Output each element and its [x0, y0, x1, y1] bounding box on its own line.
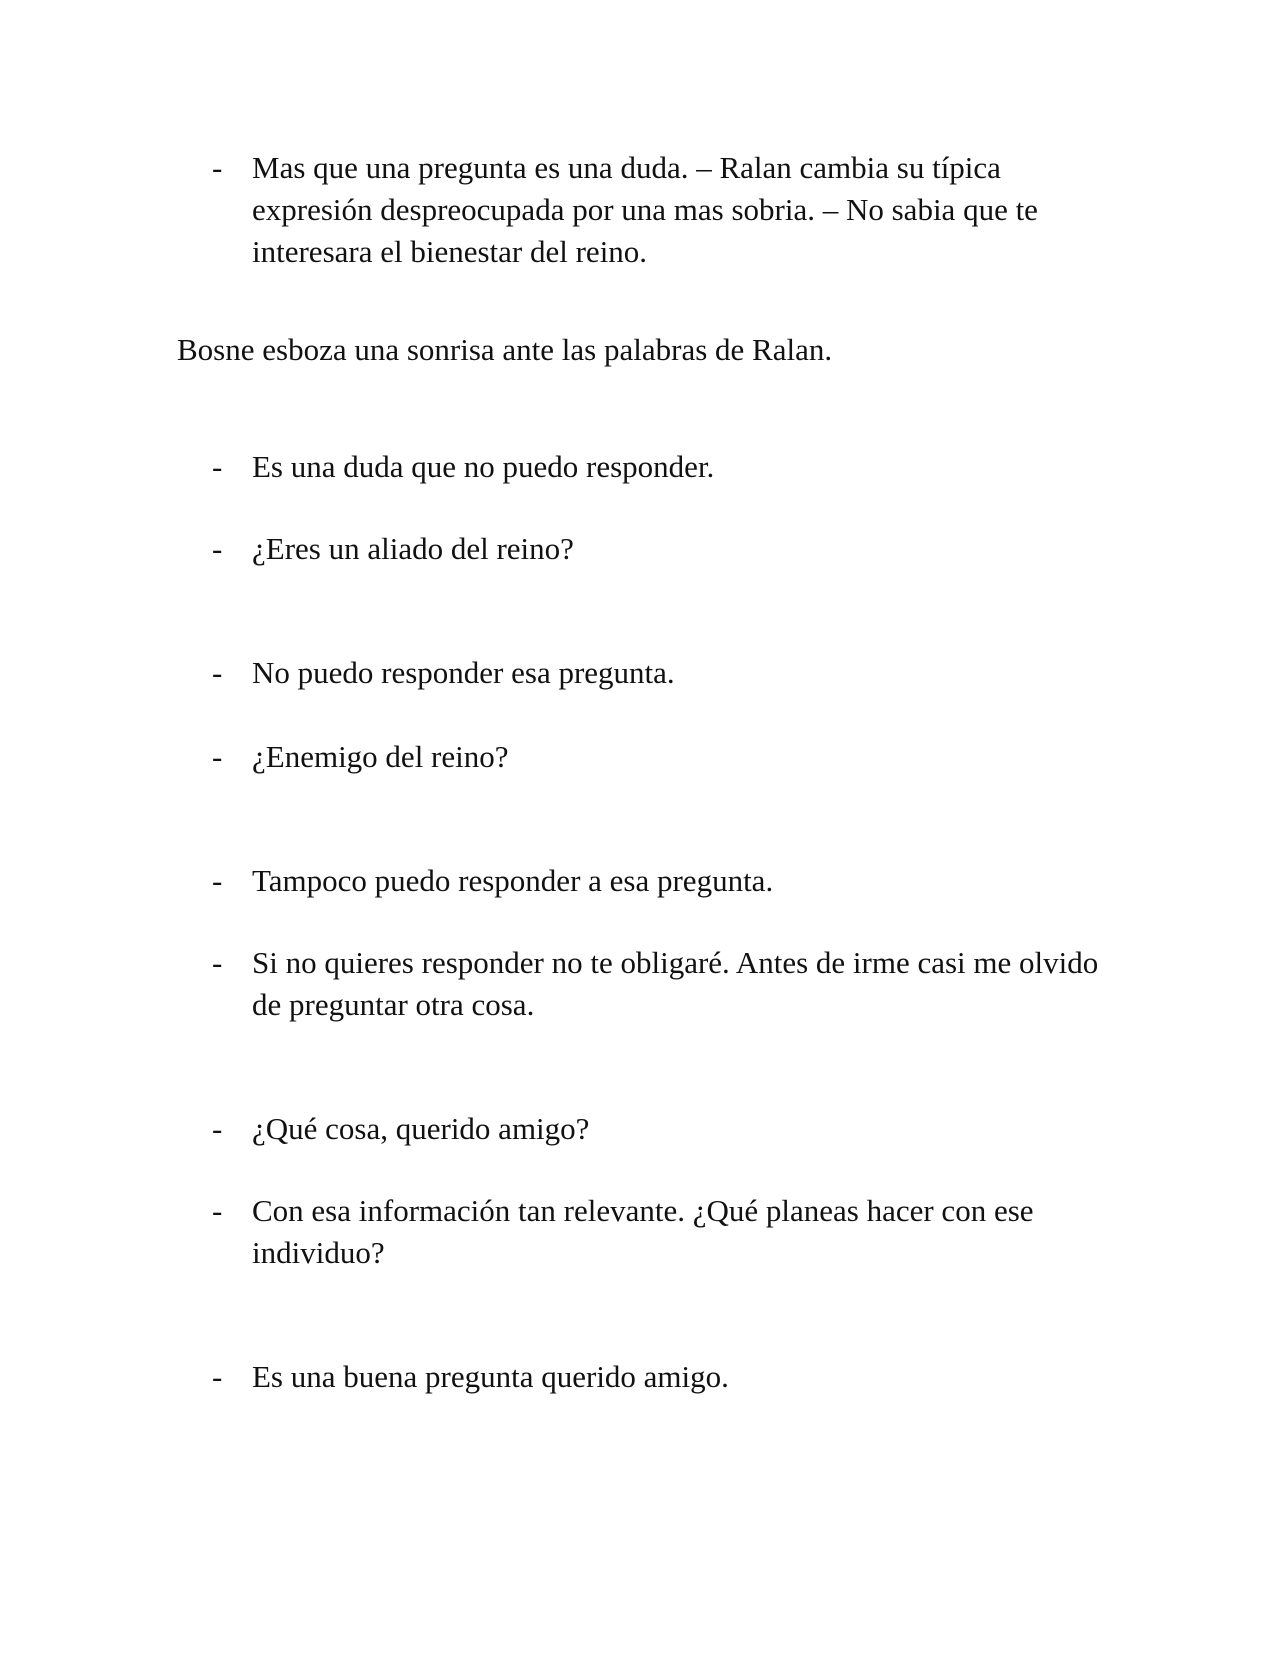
dialogue-text: Mas que una pregunta es una duda. – Ralan cambia su típica expresión despreocupada por una mas sobria. – No sabia que te interesara el bienestar del reino. [252, 150, 1038, 269]
dialogue-line [212, 736, 1112, 778]
dialogue-text: ¿Qué cosa, querido amigo? [252, 1111, 590, 1146]
dialogue-dash: - [212, 531, 223, 566]
dialogue-line [212, 860, 1112, 902]
dialogue-text: Con esa información tan relevante. ¿Qué planeas hacer con ese individuo? [252, 1193, 1034, 1270]
dialogue-dash: - [212, 655, 223, 690]
dialogue-dash: - [212, 449, 223, 484]
dialogue-dash: - [212, 945, 223, 980]
dialogue-text: Es una buena pregunta querido amigo. [252, 1359, 729, 1394]
dialogue-text: Si no quieres responder no te obligaré. Antes de irme casi me olvido de preguntar otra cosa. [252, 945, 1099, 1022]
dialogue-line [212, 147, 1112, 273]
dialogue-text: No puedo responder esa pregunta. [252, 655, 675, 690]
dialogue-dash: - [212, 739, 223, 774]
dialogue-text: Es una duda que no puedo responder. [252, 449, 715, 484]
dialogue-dash: - [212, 1359, 223, 1394]
dialogue-line [212, 1190, 1112, 1274]
dialogue-dash: - [212, 1111, 223, 1146]
dialogue-dash: - [212, 150, 223, 185]
dialogue-text: ¿Enemigo del reino? [252, 739, 509, 774]
dialogue-text: Tampoco puedo responder a esa pregunta. [252, 863, 774, 898]
dialogue-dash: - [212, 1193, 223, 1228]
dialogue-line [212, 652, 1112, 694]
dialogue-line [212, 942, 1112, 1026]
dialogue-line [212, 446, 1112, 488]
dialogue-line [212, 528, 1112, 570]
narration-paragraph: Bosne esboza una sonrisa ante las palabras de Ralan. [177, 332, 833, 367]
dialogue-text: ¿Eres un aliado del reino? [252, 531, 574, 566]
dialogue-dash: - [212, 863, 223, 898]
dialogue-line [212, 1108, 1112, 1150]
dialogue-line [212, 1356, 1112, 1398]
